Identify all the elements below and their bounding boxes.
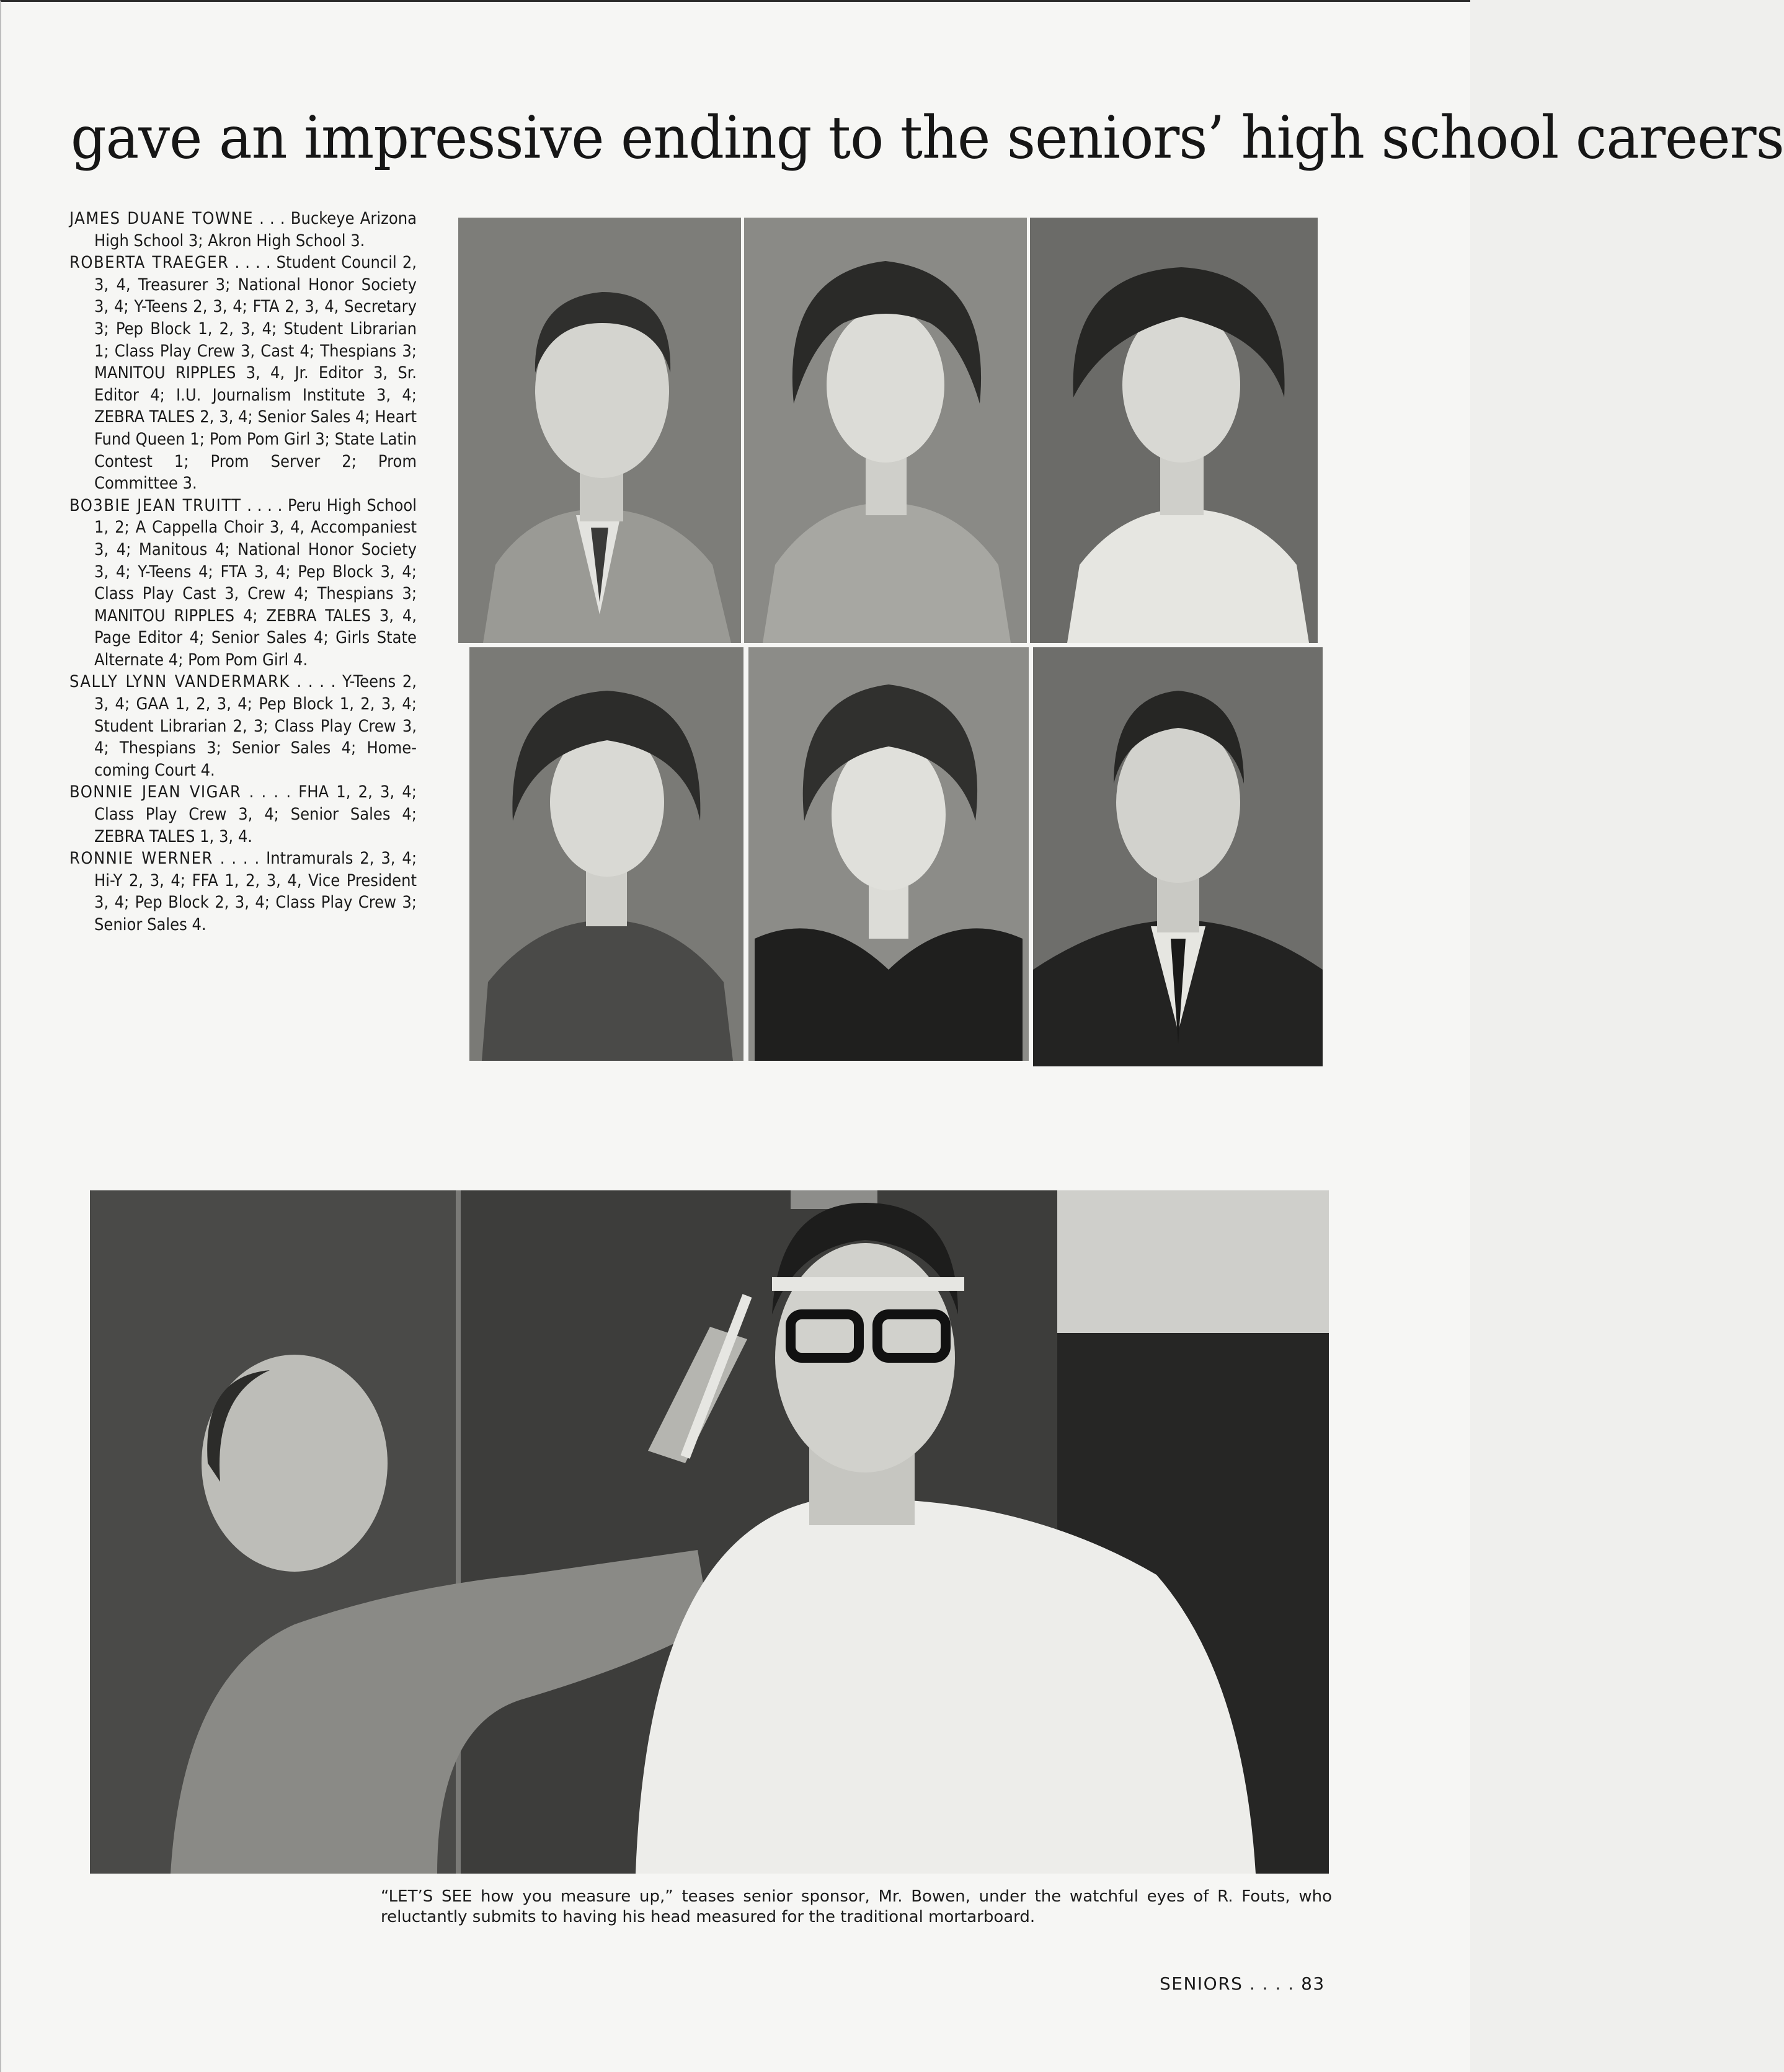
footer-dots: . . . .	[1249, 1973, 1295, 1994]
bio-entry-vigar	[69, 781, 417, 848]
portrait-werner	[1033, 647, 1323, 1066]
bio-text: . . . . Student Council 2, 3, 4, Treasurer 3; National Honor Society 3, 4; Y-Teens 2, 3, 4; FTA 2, 3, 4, Secretary 3; Pep Block 1, 2, 3, 4; Student Librarian 1; Class Play Crew 3, Cast 4; Thespians 3; MANITOU RIPPLES 3, 4, Jr. Editor 3, Sr. Editor 4; I.U. Journalism Institute 3, 4; ZEBRA TALES 2, 3, 4; Senior Sales 4; Heart Fund Queen 1; Pom Pom Girl 3; State Latin Contest 1; Prom Server 2; Prom Committee 3.	[94, 253, 417, 494]
footer-section: SENIORS	[1160, 1973, 1243, 1994]
bio-text: . . . . FHA 1, 2, 3, 4; Class Play Crew 3, 4; Senior Sales 4; ZEBRA TALES 1, 3, 4.	[94, 782, 417, 846]
candid-photo-measuring-head	[90, 1190, 1329, 1874]
portrait-illustration	[469, 647, 743, 1061]
bio-entry-towne	[69, 208, 417, 252]
bio-name: JAMES DUANE TOWNE	[69, 209, 254, 228]
bio-entry-truitt	[69, 495, 417, 671]
bio-name: ROBERTA TRAEGER	[69, 253, 229, 273]
portrait-traeger	[744, 218, 1027, 643]
portrait-illustration	[1033, 647, 1323, 1066]
bio-name: BO3BIE JEAN TRUITT	[69, 495, 242, 515]
page-number: 83	[1301, 1973, 1325, 1994]
page-footer	[1160, 1973, 1346, 1994]
bio-text: . . . Buckeye Arizona High School 3; Akron High School 3.	[94, 209, 417, 250]
portrait-vandermark	[469, 647, 743, 1061]
bio-text: . . . . Intramurals 2, 3, 4; Hi-Y 2, 3, 4; FFA 1, 2, 3, 4, Vice President 3, 4; Pep Block 2, 3, 4; Class Play Crew 3; Senior Sales 4.	[94, 849, 417, 934]
bio-entry-vandermark	[69, 671, 417, 781]
portrait-illustration	[458, 218, 741, 643]
portrait-illustration	[744, 218, 1027, 643]
bio-entry-werner	[69, 848, 417, 936]
bio-text: . . . . Peru High School 1, 2; A Cappella Choir 3, 4, Accompaniest 3, 4; Manitous 4; National Honor Society 3, 4; Y-Teens 4; FTA 3, 4; Pep Block 3, 4; Class Play Cast 3, Crew 4; Thespians 3; MANITOU RIPPLES 4; ZEBRA TALES 3, 4, Page Editor 4; Senior Sales 4; Girls State Alternate 4; Pom Pom Girl 4.	[94, 495, 417, 670]
portrait-illustration	[1030, 218, 1318, 643]
bio-entry-traeger	[69, 252, 417, 495]
candid-photo-illustration	[90, 1190, 1329, 1874]
portrait-illustration	[748, 647, 1029, 1061]
portrait-truitt	[1030, 218, 1318, 643]
bio-name: RONNIE WERNER	[69, 849, 213, 869]
bio-text: . . . . Y-Teens 2, 3, 4; GAA 1, 2, 3, 4; Pep Block 1, 2, 3, 4; Student Librarian 2, 3; Class Play Crew 3, 4; Thespians 3; Senior Sales 4; Homecoming Court 4.	[94, 672, 417, 780]
page-headline: gave an impressive ending to the seniors’ high school careers	[71, 104, 1784, 172]
senior-bios-column	[69, 208, 417, 936]
portrait-vigar	[748, 647, 1029, 1061]
portrait-towne	[458, 218, 741, 643]
bio-name: BONNIE JEAN VIGAR	[69, 782, 242, 802]
bio-name: SALLY LYNN VANDERMARK	[69, 672, 290, 692]
photo-caption: “LET’S SEE how you measure up,” teases senior sponsor, Mr. Bowen, under the watchful eyes of R. Fouts, who reluctantly submits to having his head measured for the traditional mortarboard.	[381, 1887, 1332, 1926]
